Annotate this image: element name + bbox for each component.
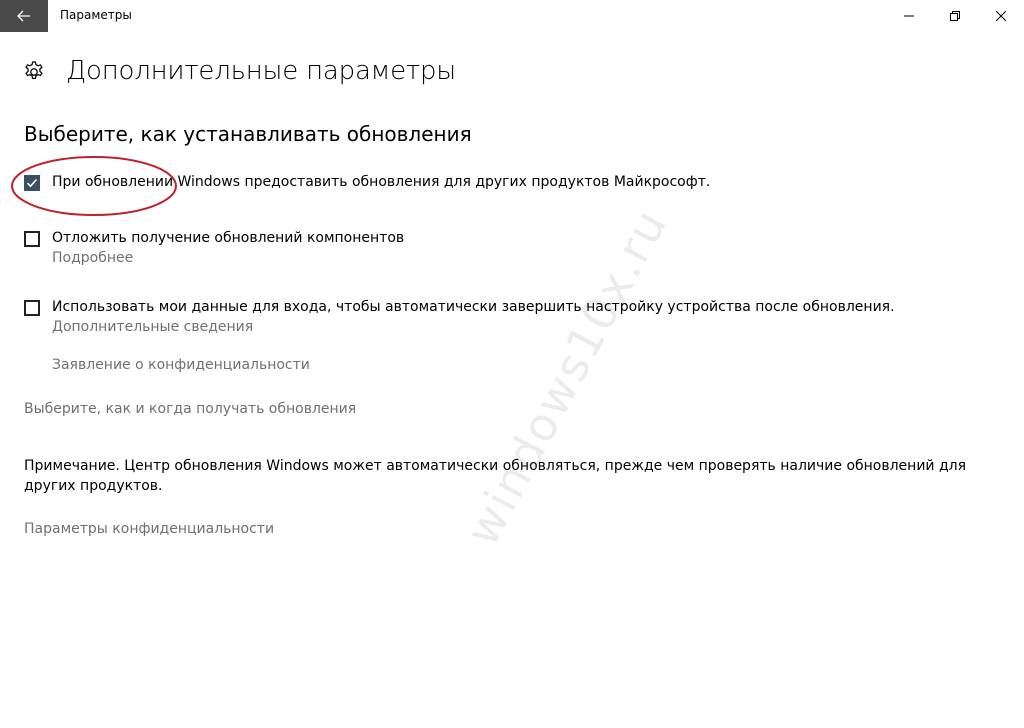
close-icon	[996, 11, 1006, 21]
option-defer-updates-checkbox[interactable]	[24, 231, 40, 247]
gear-icon	[22, 60, 46, 84]
learn-more-link[interactable]: Подробнее	[52, 250, 134, 266]
option-use-signin-checkbox[interactable]	[24, 300, 40, 316]
more-info-link[interactable]: Дополнительные сведения	[52, 319, 254, 335]
option-use-signin-label[interactable]: Использовать мои данные для входа, чтобы автоматически завершить настройку устройства после обновления.	[52, 299, 895, 315]
choose-how-link[interactable]: Выберите, как и когда получать обновления	[24, 401, 357, 417]
privacy-settings-link[interactable]: Параметры конфиденциальности	[24, 521, 275, 537]
restore-button[interactable]	[932, 0, 978, 32]
restore-icon	[950, 11, 960, 21]
back-button[interactable]	[0, 0, 48, 32]
note-text: Примечание. Центр обновления Windows может автоматически обновляться, прежде чем проверять наличие обновлений для других продуктов.	[24, 458, 967, 494]
minimize-icon	[904, 11, 914, 21]
option-other-products-checkbox[interactable]	[24, 175, 40, 191]
checkmark-icon	[26, 177, 38, 189]
close-button[interactable]	[978, 0, 1024, 32]
privacy-statement-link[interactable]: Заявление о конфиденциальности	[52, 357, 310, 373]
title-bar	[0, 0, 1024, 32]
back-arrow-icon	[17, 10, 31, 22]
option-other-products-label[interactable]: При обновлении Windows предоставить обновления для других продуктов Майкрософт.	[52, 174, 711, 190]
window-title: Параметры	[60, 8, 132, 22]
option-defer-updates-label[interactable]: Отложить получение обновлений компонентов	[52, 230, 405, 246]
section-title: Выберите, как устанавливать обновления	[24, 122, 472, 146]
minimize-button[interactable]	[886, 0, 932, 32]
watermark: windows10x.ru	[455, 199, 678, 555]
page-title: Дополнительные параметры	[66, 56, 456, 86]
